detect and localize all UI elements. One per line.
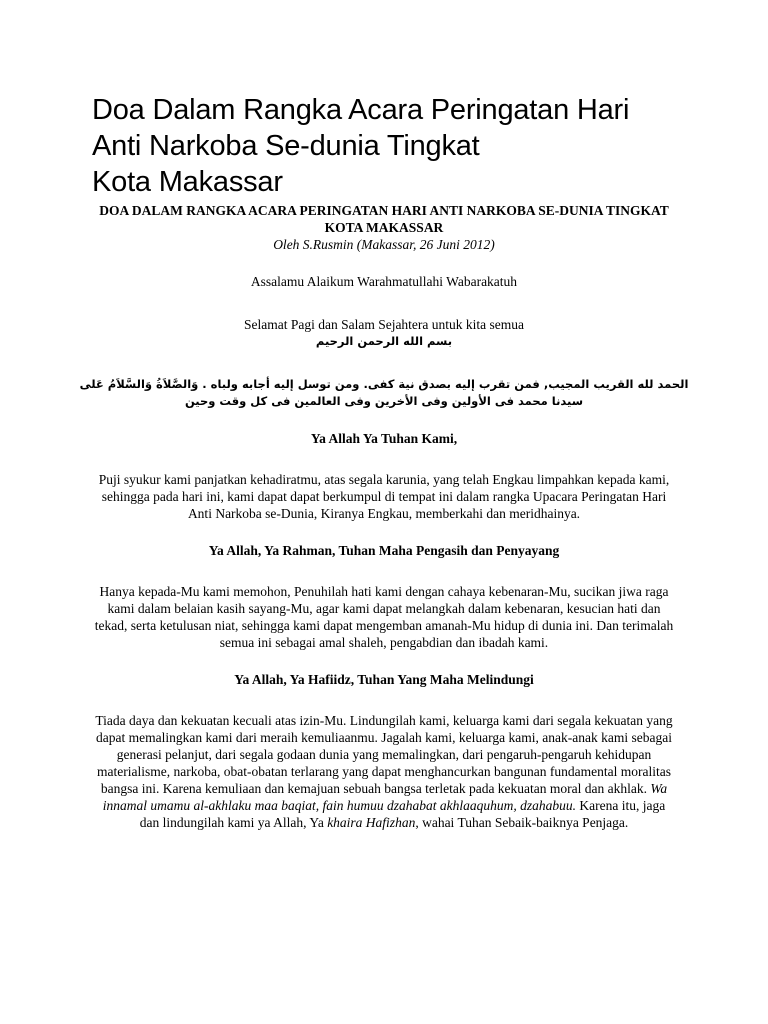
title-line-1: Doa Dalam Rangka Acara Peringatan Hari <box>92 94 630 126</box>
byline: Oleh S.Rusmin (Makassar, 26 Juni 2012) <box>273 237 495 252</box>
title-line-3: Kota Makassar <box>92 166 283 198</box>
arabic-praise: الحمد لله القريب المجيب, فمن تقرب إليه بصدق نية كفى. ومن توسل إليه أجابه ولباه . وَالصَّلاَةُ وَالسَّلاَمُ عَلى سيدنا محمد فى الأولين وفى الأخرين وفى العالمين فى كل وقت وحين <box>79 377 689 408</box>
invocation-3: Ya Allah, Ya Hafiidz, Tuhan Yang Maha Melindungi <box>234 672 534 687</box>
invocation-1: Ya Allah Ya Tuhan Kami, <box>310 431 458 446</box>
paragraph-3-text-b: Karena itu, jaga dan lindungilah kami ya Allah, Ya <box>139 798 666 830</box>
invocation-2: Ya Allah, Ya Rahman, Tuhan Maha Pengasih dan Penyayang <box>208 543 560 558</box>
paragraph-3-italic-b: khaira Hafizhan <box>327 815 416 830</box>
document-title <box>92 92 676 200</box>
paragraph-1: Puji syukur kami panjatkan kehadiratmu, atas segala karunia, yang telah Engkau limpahkan kepada kami, sehingga pada hari ini, kami dapat dapat berkumpul di tempat ini dalam rangka Upacara Peringatan Hari Anti Narkoba se-Dunia, Kiranya Engkau, memberkahi dan meridhainya. <box>98 472 670 521</box>
paragraph-2: Hanya kepada-Mu kami memohon, Penuhilah hati kami dengan cahaya kebenaran-Mu, sucikan jiwa raga kami dalam belaian kasih sayang-Mu, agar kami dapat melangkah dalam kebenaran, kesucian hati dan tekad, serta ketulusan niat, sehingga kami dapat mengemban amanah-Mu hidup di dunia ini. Dan terimalah semua ini sebagai amal shaleh, pengabdian dan ibadah kami. <box>94 584 674 650</box>
paragraph-3 <box>92 712 676 831</box>
salutation: Selamat Pagi dan Salam Sejahtera untuk kita semua <box>243 317 525 332</box>
document-page <box>79 92 689 831</box>
title-line-2: Anti Narkoba Se-dunia Tingkat <box>92 130 480 162</box>
paragraph-3-text-c: , wahai Tuhan Sebaik-baiknya Penjaga. <box>415 815 629 830</box>
paragraph-3-text-a: Tiada daya dan kekuatan kecuali atas izin-Mu. Lindungilah kami, keluarga kami dari segala kekuatan yang dapat memalingkan kami dari meraih kemuliaanmu. Jagalah kami, keluarga kami, anak-anak kami sebagai generasi pelanjut, dari segala godaan dunia yang memalingkan, dari pengaruh-pengaruh kehidupan materialisme, narkoba, obat-obatan terlarang yang dapat menghancurkan bangunan fundamental moralitas bangsa ini. Karena kemuliaan dan kemajuan sebuah bangsa terletak pada kekuatan moral dan akhlak. <box>95 713 673 796</box>
basmala: بسم الله الرحمن الرحيم <box>315 334 453 348</box>
paragraph-3-italic-a: Wa innamal umamu al-akhlaku maa baqiat, fain humuu dzahabat akhlaaquhum, dzahabuu. <box>102 781 668 813</box>
greeting: Assalamu Alaikum Warahmatullahi Wabarakatuh <box>250 274 518 289</box>
caps-heading: DOA DALAM RANGKA ACARA PERINGATAN HARI ANTI NARKOBA SE-DUNIA TINGKAT KOTA MAKASSAR <box>99 203 669 235</box>
